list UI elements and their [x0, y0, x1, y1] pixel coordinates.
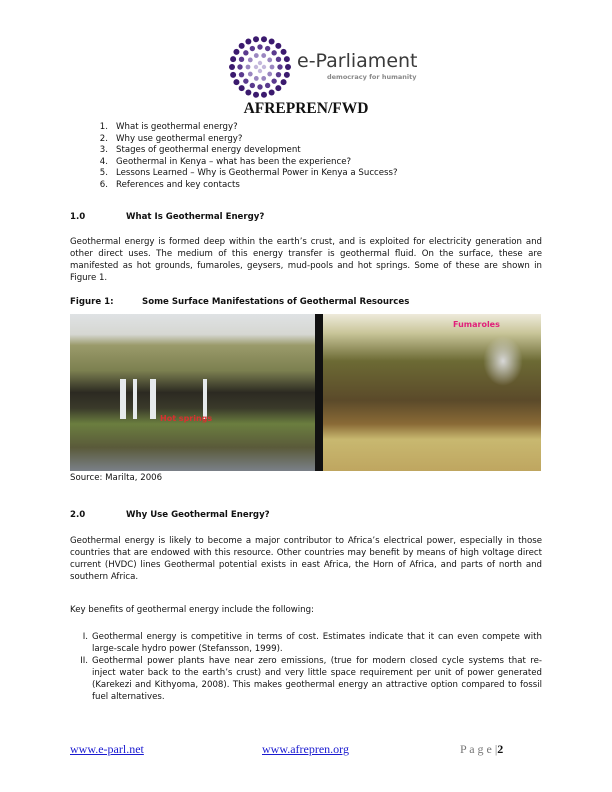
- footer-link-e-parl[interactable]: www.e-parl.net: [70, 742, 144, 756]
- section-1-heading: 1.0 What Is Geothermal Energy?: [70, 212, 265, 222]
- section-1-paragraph: Geothermal energy is formed deep within the earth’s crust, and is exploited for electricity generation and other direct uses. The medium of this energy transfer is geothermal fluid. On the surface, these are manifested as hot grounds, fumaroles, geysers, mud-pools and hot springs. Some of these are shown in Figure 1.: [70, 237, 542, 283]
- toc-item: 1. What is geothermal energy?: [99, 122, 238, 132]
- table-of-contents: [90, 122, 398, 192]
- photo-divider: [315, 314, 323, 471]
- fumaroles-label: Fumaroles: [453, 320, 500, 329]
- logo-name: e-Parliament: [297, 50, 418, 72]
- figure-1-photos: [70, 314, 541, 471]
- toc-item: 3. Stages of geothermal energy development: [99, 145, 301, 156]
- section-2-heading: 2.0 Why Use Geothermal Energy?: [70, 510, 270, 520]
- fumaroles-photo: [323, 314, 541, 471]
- hot-springs-photo: [70, 314, 315, 471]
- benefit-item: II. Geothermal power plants have near zero emissions, (true for modern closed cycle systems that re-inject water back to the earth’s crust) and very little space requirement per unit of power generated (Karekezi and Kithyoma, 2008). This makes geothermal energy an attractive option compared to fossil fuel alternatives.: [80, 656, 542, 702]
- section-2-paragraph: Geothermal energy is likely to become a major contributor to Africa’s electrical power, especially in those countries that are endowed with this resource. Other countries may benefit by means of high voltage direct current (HVDC) lines Geothermal potential exists in east Africa, the Horn of Africa, and parts of north and southern Africa.: [70, 536, 542, 582]
- benefit-item: I. Geothermal energy is competitive in terms of cost. Estimates indicate that it can even compete with large-scale hydro power (Stefansson, 1999).: [82, 632, 542, 654]
- benefits-list: [70, 631, 542, 703]
- figure-caption: Figure 1: Some Surface Manifestations of Geothermal Resources: [70, 297, 410, 307]
- benefits-intro: Key benefits of geothermal energy include the following:: [70, 605, 314, 615]
- toc-item: 5. Lessons Learned – Why is Geothermal Power in Kenya a Success?: [99, 168, 398, 179]
- page-title: AFREPREN/FWD: [243, 100, 369, 117]
- hot-springs-label: Hot springs: [160, 414, 213, 423]
- toc-item: 2. Why use geothermal energy?: [99, 133, 243, 144]
- figure-source: Source: Marilta, 2006: [70, 473, 163, 483]
- page-number: P a g e |2: [460, 742, 504, 756]
- toc-item: 6. References and key contacts: [99, 179, 240, 190]
- footer-link-afrepren[interactable]: www.afrepren.org: [262, 742, 349, 756]
- logo-tagline: democracy for humanity: [327, 73, 417, 81]
- toc-item: 4. Geothermal in Kenya – what has been the experience?: [99, 156, 352, 167]
